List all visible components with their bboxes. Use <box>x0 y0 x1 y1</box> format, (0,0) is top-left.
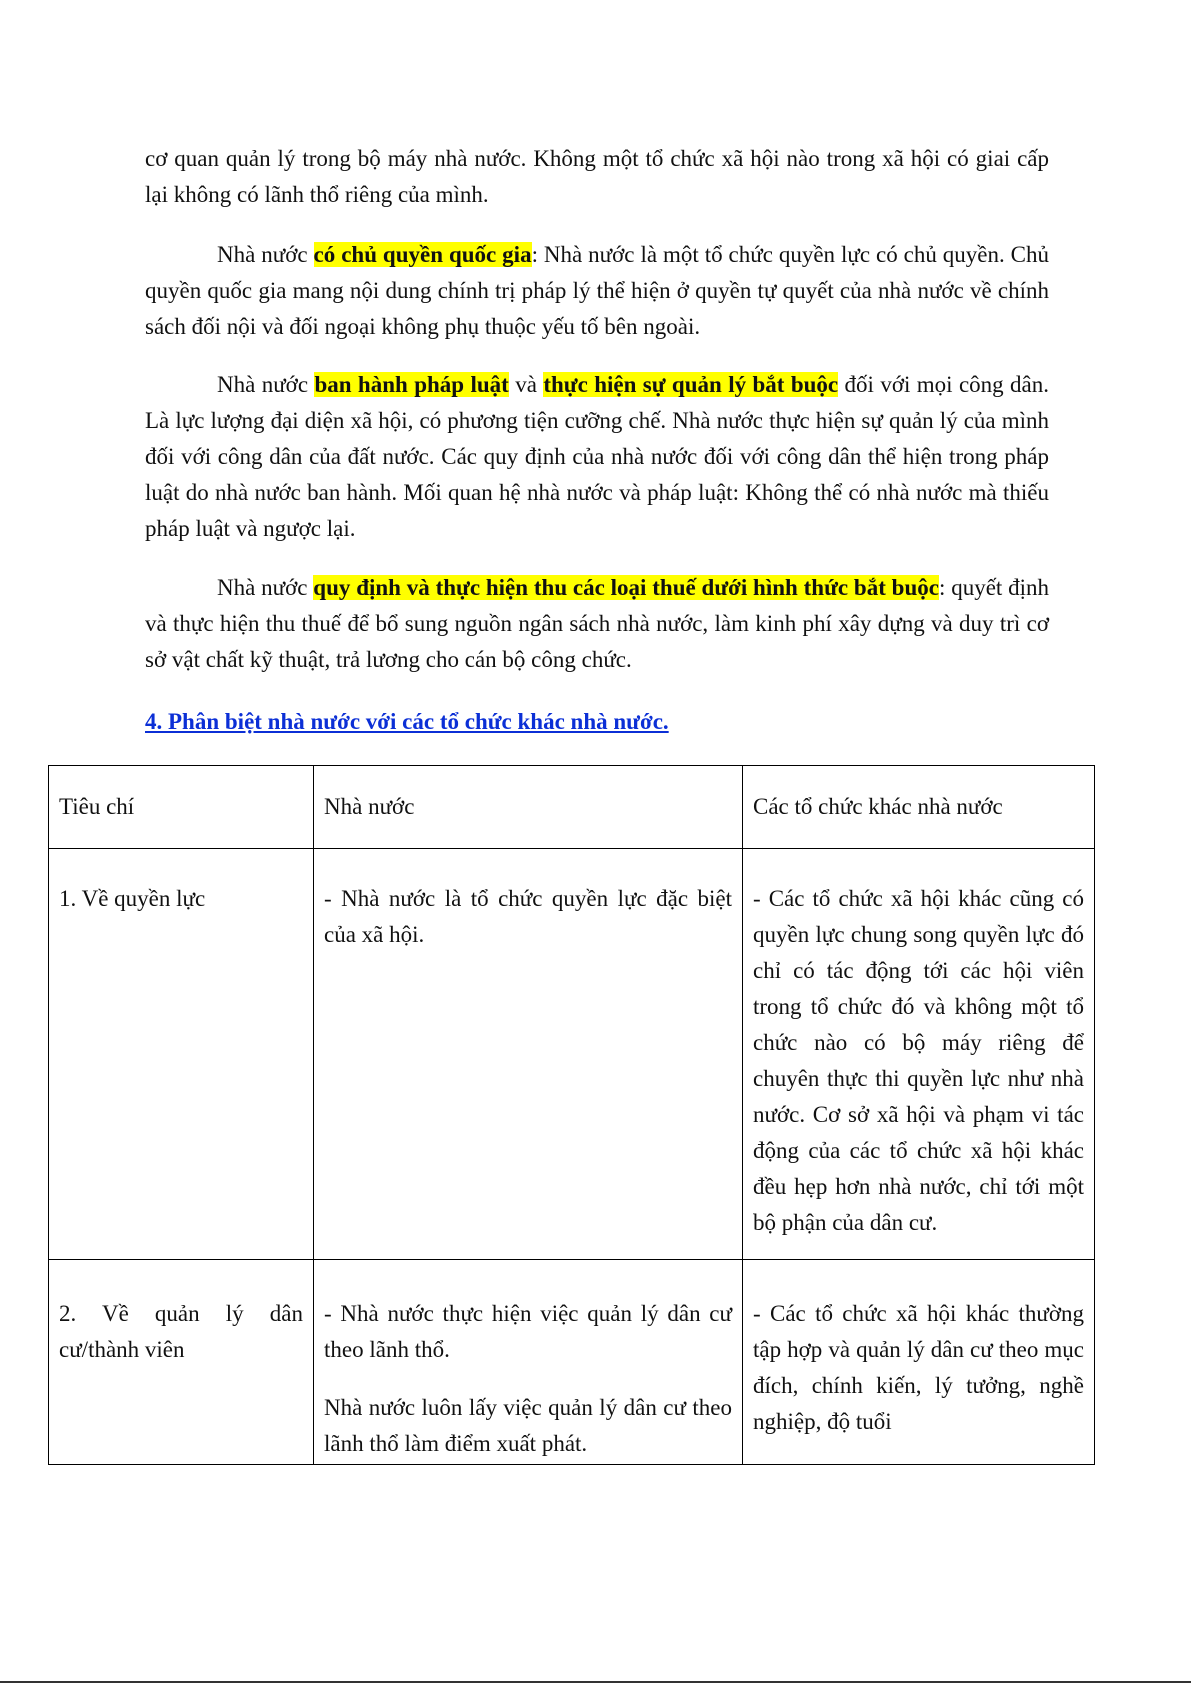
paragraph-law <box>145 367 1049 547</box>
highlight-sovereignty: có chủ quyền quốc gia <box>313 242 532 267</box>
cell-text: - Nhà nước thực hiện việc quản lý dân cư theo lãnh thổ. <box>324 1301 732 1362</box>
paragraph-rest: : quyết định và thực hiện thu thuế để bổ sung nguồn ngân sách nhà nước, làm kinh phí xây dựng và duy trì cơ sở vật chất kỹ thuật, trả lương cho cán bộ công chức. <box>145 575 1049 672</box>
cell-text: - Nhà nước là tổ chức quyền lực đặc biệt của xã hội. <box>324 886 732 947</box>
cell-text: Nhà nước luôn lấy việc quản lý dân cư theo lãnh thổ làm điểm xuất phát. <box>324 1395 732 1456</box>
cell-state <box>314 1260 743 1465</box>
highlight-management: thực hiện sự quản lý bắt buộc <box>543 372 839 397</box>
table-row <box>49 1260 1095 1465</box>
section-heading: 4. Phân biệt nhà nước với các tổ chức khác nhà nước. <box>145 709 669 734</box>
paragraph-sovereignty <box>145 237 1049 345</box>
paragraph-lead: Nhà nước <box>217 242 314 267</box>
paragraph-rest: đối với mọi công dân. Là lực lượng đại diện xã hội, có phương tiện cưỡng chế. Nhà nước thực hiện sự quản lý của mình đối với công dân của đất nước. Các quy định của nhà nước đối với công dân thể hiện trong pháp luật do nhà nước ban hành. Mối quan hệ nhà nước và pháp luật: Không thể có nhà nước mà thiếu pháp luật và ngược lại. <box>145 372 1050 541</box>
paragraph-rest: : Nhà nước là một tổ chức quyền lực có chủ quyền. Chủ quyền quốc gia mang nội dung chính trị pháp lý thể hiện ở quyền tự quyết của nhà nước về chính sách đối nội và đối ngoại không phụ thuộc yếu tố bên ngoài. <box>145 242 1050 339</box>
cell-criterion: 1. Về quyền lực <box>49 849 314 1260</box>
highlight-law: ban hành pháp luật <box>314 372 509 397</box>
cell-text: - Các tổ chức xã hội khác cũng có quyền lực chung song quyền lực đó chỉ có tác động tới các hội viên trong tổ chức đó và không một tổ chức nào có bộ máy riêng để chuyên thực thi quyền lực như nhà nước. Cơ sở xã hội và phạm vi tác động của các tổ chức xã hội khác đều hẹp hơn nhà nước, chỉ tới một bộ phận của dân cư. <box>753 886 1084 1235</box>
paragraph-tax <box>145 570 1049 678</box>
highlight-tax: quy định và thực hiện thu các loại thuế dưới hình thức bắt buộc <box>313 575 939 600</box>
header-criterion: Tiêu chí <box>49 766 314 849</box>
header-other: Các tổ chức khác nhà nước <box>743 766 1095 849</box>
cell-other <box>743 1260 1095 1465</box>
paragraph-lead: Nhà nước <box>217 575 314 600</box>
paragraph-text: cơ quan quản lý trong bộ máy nhà nước. Không một tổ chức xã hội nào trong xã hội có giai cấp lại không có lãnh thổ riêng của mình. <box>145 146 1049 207</box>
table-row <box>49 849 1095 1260</box>
paragraph-territory-end <box>145 141 1049 213</box>
cell-other <box>743 849 1095 1260</box>
table-header-row <box>49 766 1095 849</box>
cell-text: - Các tổ chức xã hội khác thường tập hợp và quản lý dân cư theo mục đích, chính kiến, lý tưởng, nghề nghiệp, độ tuổi <box>753 1301 1084 1434</box>
paragraph-mid: và <box>508 372 544 397</box>
header-state: Nhà nước <box>314 766 743 849</box>
page-bottom-divider <box>0 1681 1191 1683</box>
paragraph-lead: Nhà nước <box>217 372 315 397</box>
cell-criterion: 2. Về quản lý dân cư/thành viên <box>49 1260 314 1465</box>
cell-state <box>314 849 743 1260</box>
comparison-table <box>48 765 1095 1465</box>
